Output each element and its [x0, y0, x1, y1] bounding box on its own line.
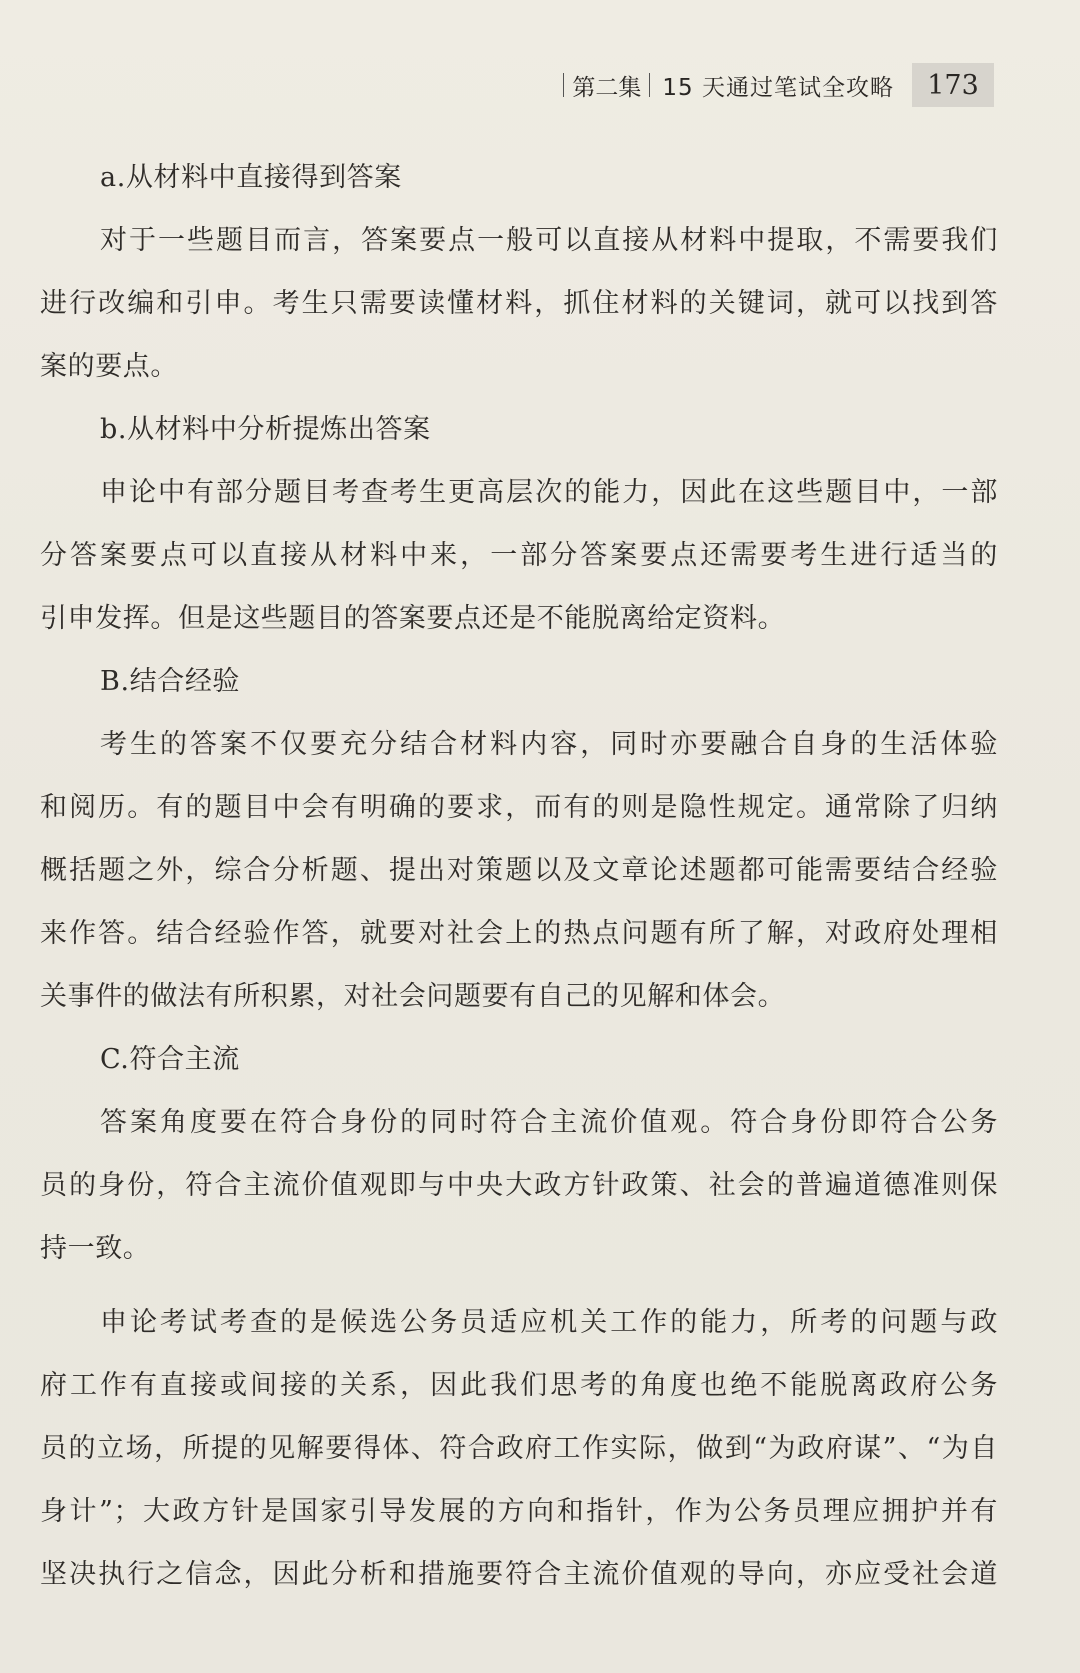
- paragraph-line: 分答案要点可以直接从材料中来，一部分答案要点还需要考生进行适当的: [40, 540, 998, 571]
- section-label: 第二集: [572, 74, 642, 101]
- subheading: C.符合主流: [100, 1044, 240, 1075]
- paragraph-line: 府工作有直接或间接的关系，因此我们思考的角度也绝不能脱离政府公务: [40, 1370, 998, 1401]
- paragraph-line: 关事件的做法有所积累，对社会问题要有自己的见解和体会。: [40, 981, 786, 1012]
- subheading: B.结合经验: [100, 666, 241, 697]
- divider: [563, 73, 564, 97]
- book-title: 15 天通过笔试全攻略: [662, 74, 894, 101]
- paragraph-line: 考生的答案不仅要充分结合材料内容，同时亦要融合自身的生活体验: [100, 729, 998, 760]
- paragraph-line: 进行改编和引申。考生只需要读懂材料，抓住材料的关键词，就可以找到答: [40, 288, 998, 319]
- body-text: [40, 146, 998, 1606]
- paragraph-line: 员的身份，符合主流价值观即与中央大政方针政策、社会的普遍道德准则保: [40, 1170, 998, 1201]
- paragraph-line: 身计”；大政方针是国家引导发展的方向和指针，作为公务员理应拥护并有: [40, 1496, 998, 1527]
- subheading: b.从材料中分析提炼出答案: [100, 414, 431, 445]
- paragraph-line: 申论考试考查的是候选公务员适应机关工作的能力，所考的问题与政: [100, 1307, 998, 1338]
- page-number: 173: [912, 63, 994, 107]
- running-head: [555, 62, 994, 108]
- paragraph-line: 员的立场，所提的见解要得体、符合政府工作实际，做到“为政府谋”、“为自: [40, 1433, 998, 1464]
- paragraph-line: 申论中有部分题目考查考生更高层次的能力，因此在这些题目中，一部: [100, 477, 998, 508]
- paragraph-line: 案的要点。: [40, 351, 178, 382]
- paragraph-line: 引申发挥。但是这些题目的答案要点还是不能脱离给定资料。: [40, 603, 786, 634]
- paragraph-line: 和阅历。有的题目中会有明确的要求，而有的则是隐性规定。通常除了归纳: [40, 792, 998, 823]
- paragraph-line: 对于一些题目而言，答案要点一般可以直接从材料中提取，不需要我们: [100, 225, 998, 256]
- divider: [649, 73, 650, 97]
- subheading: a.从材料中直接得到答案: [100, 162, 402, 193]
- paragraph-line: 持一致。: [40, 1233, 151, 1264]
- paragraph-line: 概括题之外，综合分析题、提出对策题以及文章论述题都可能需要结合经验: [40, 855, 998, 886]
- paragraph-line: 坚决执行之信念，因此分析和措施要符合主流价值观的导向，亦应受社会道: [40, 1559, 998, 1590]
- paragraph-line: 来作答。结合经验作答，就要对社会上的热点问题有所了解，对政府处理相: [40, 918, 998, 949]
- paragraph-line: 答案角度要在符合身份的同时符合主流价值观。符合身份即符合公务: [100, 1107, 998, 1138]
